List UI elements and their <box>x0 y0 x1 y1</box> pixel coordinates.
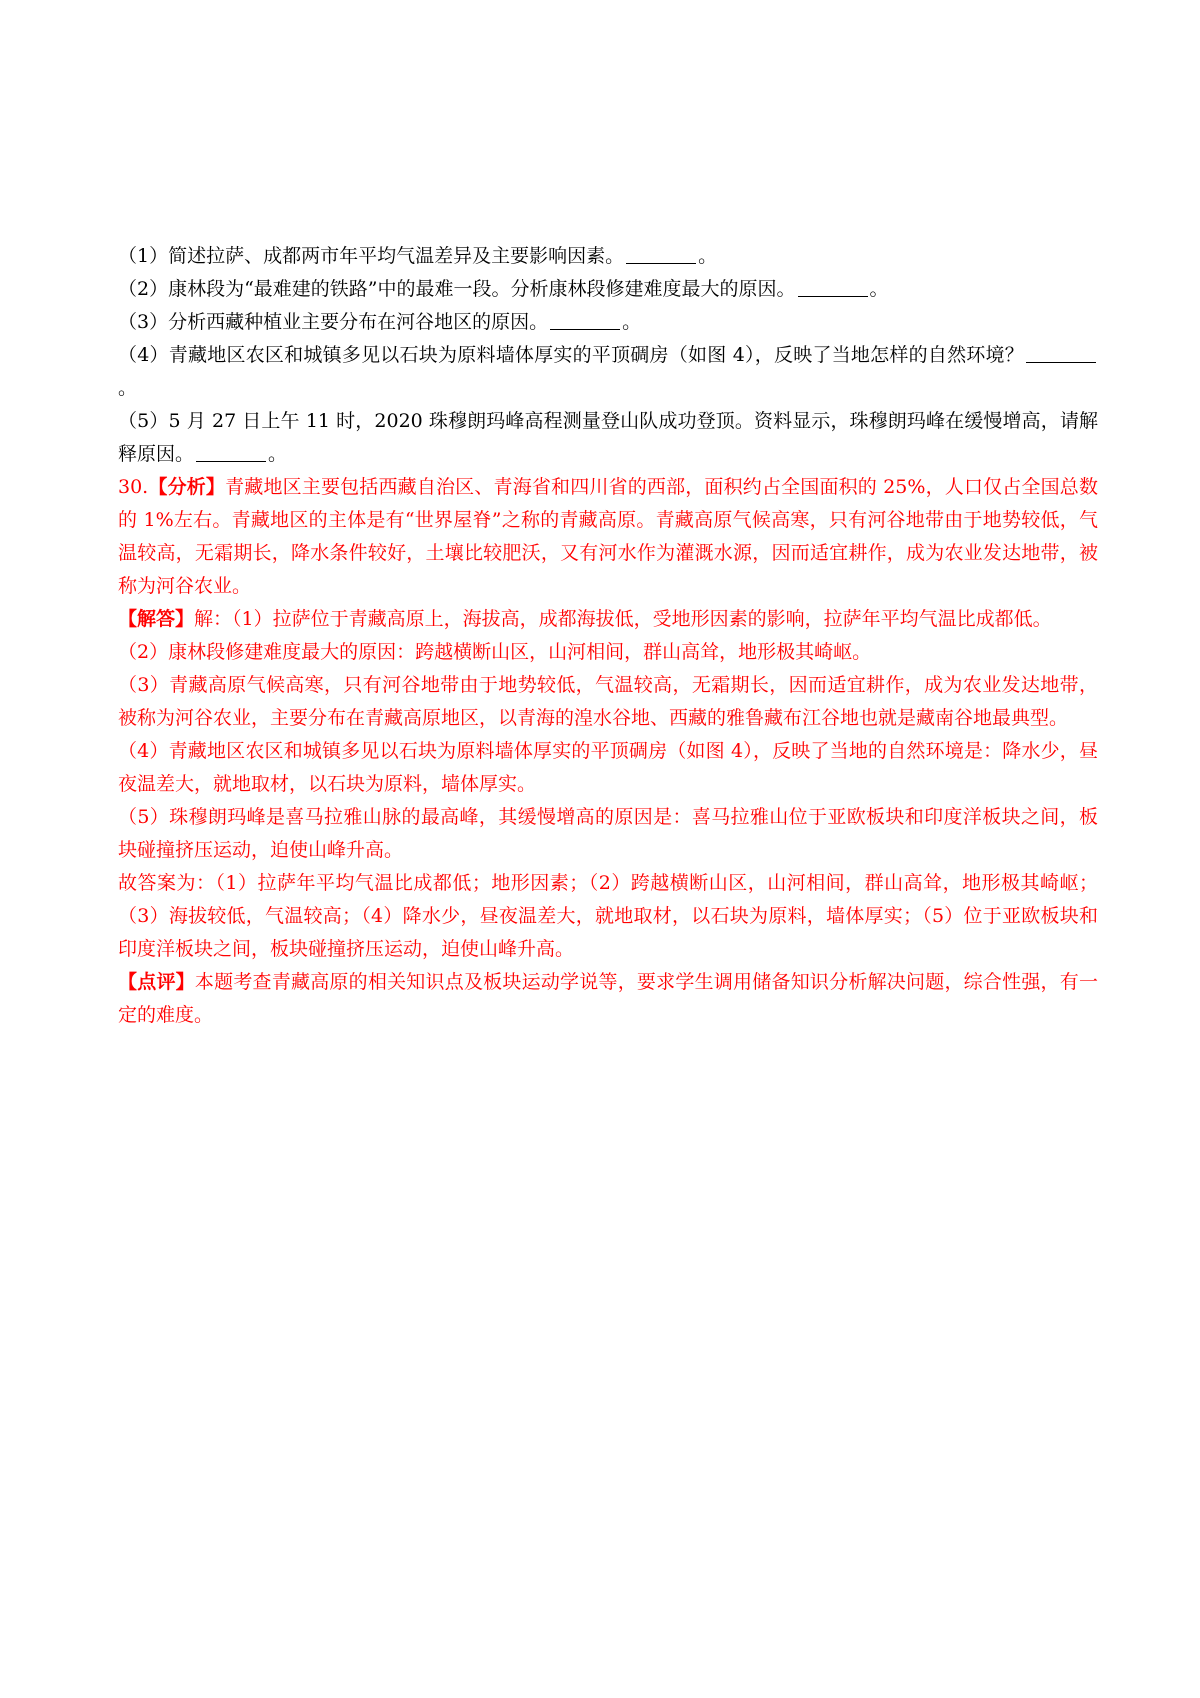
question-2-text: （2）康林段为“最难建的铁路”中的最难一段。分析康林段修建难度最大的原因。 <box>118 278 796 300</box>
answer-blank-1 <box>626 243 696 264</box>
answer-tag: 【解答】 <box>118 608 195 630</box>
analysis-tag: 【分析】 <box>148 476 226 498</box>
answer-intro: 解：（1）拉萨位于青藏高原上，海拔高，成都海拔低，受地形因素的影响，拉萨年平均气温比成都低。 <box>194 608 1052 630</box>
answer-item-3: （3）青藏高原气候高寒，只有河谷地带由于地势较低，气温较高，无霜期长，因而适宜耕作，成为农业发达地带，被称为河谷农业，主要分布在青藏高原地区，以青海的湟水谷地、西藏的雅鲁藏布江谷地也就是藏南谷地最典型。 <box>118 674 1098 729</box>
question-5-suffix: 。 <box>268 443 288 465</box>
question-4-text: （4）青藏地区农区和城镇多见以石块为原料墙体厚实的平顶碉房（如图 4），反映了当地怎样的自然环境？ <box>118 344 1024 366</box>
final-answer: 故答案为：（1）拉萨年平均气温比成都低；地形因素；（2）跨越横断山区，山河相间，群山高耸，地形极其崎岖；（3）海拔较低，气温较高；（4）降水少，昼夜温差大，就地取材，以石块为原料，墙体厚实；（5）位于亚欧板块和印度洋板块之间，板块碰撞挤压运动，迫使山峰升高。 <box>118 872 1098 960</box>
comment-section <box>118 966 1098 1032</box>
question-5-text: （5）5 月 27 日上午 11 时，2020 珠穆朗玛峰高程测量登山队成功登顶。资料显示，珠穆朗玛峰在缓慢增高，请解释原因。 <box>118 410 1098 465</box>
question-1-text: （1）简述拉萨、成都两市年平均气温差异及主要影响因素。 <box>118 245 625 267</box>
document-page <box>118 240 1098 1032</box>
question-4 <box>118 339 1098 405</box>
question-2-suffix: 。 <box>869 278 889 300</box>
question-5 <box>118 405 1098 471</box>
question-4-suffix: 。 <box>118 377 138 399</box>
analysis-text: 青藏地区主要包括西藏自治区、青海省和四川省的西部，面积约占全国面积的 25%，人口仅占全国总数的 1%左右。青藏地区的主体是有“世界屋脊”之称的青藏高原。青藏高原气候高寒，只有河谷地带由于地势较低，气温较高，无霜期长，降水条件较好，土壤比较肥沃，又有河水作为灌溉水源，因而适宜耕作，成为农业发达地带，被称为河谷农业。 <box>118 476 1098 597</box>
question-number: 30. <box>118 476 149 498</box>
question-1 <box>118 240 1098 273</box>
question-1-suffix: 。 <box>698 245 718 267</box>
answer-blank-2 <box>798 276 868 297</box>
analysis-section <box>118 471 1098 603</box>
answer-blank-5 <box>196 441 266 462</box>
question-3-suffix: 。 <box>622 311 642 333</box>
answer-blank-3 <box>550 309 620 330</box>
answer-item-2: （2）康林段修建难度最大的原因：跨越横断山区，山河相间，群山高耸，地形极其崎岖。 <box>118 641 872 663</box>
question-3 <box>118 306 1098 339</box>
question-3-text: （3）分析西藏种植业主要分布在河谷地区的原因。 <box>118 311 549 333</box>
answer-section <box>118 603 1098 636</box>
question-2 <box>118 273 1098 306</box>
answer-blank-4 <box>1026 342 1096 363</box>
comment-text: 本题考查青藏高原的相关知识点及板块运动学说等，要求学生调用储备知识分析解决问题，综合性强，有一定的难度。 <box>118 971 1098 1026</box>
comment-tag: 【点评】 <box>118 971 195 993</box>
answer-item-5: （5）珠穆朗玛峰是喜马拉雅山脉的最高峰，其缓慢增高的原因是：喜马拉雅山位于亚欧板块和印度洋板块之间，板块碰撞挤压运动，迫使山峰升高。 <box>118 806 1098 861</box>
answer-item-4: （4）青藏地区农区和城镇多见以石块为原料墙体厚实的平顶碉房（如图 4），反映了当地的自然环境是：降水少，昼夜温差大，就地取材，以石块为原料，墙体厚实。 <box>118 740 1098 795</box>
